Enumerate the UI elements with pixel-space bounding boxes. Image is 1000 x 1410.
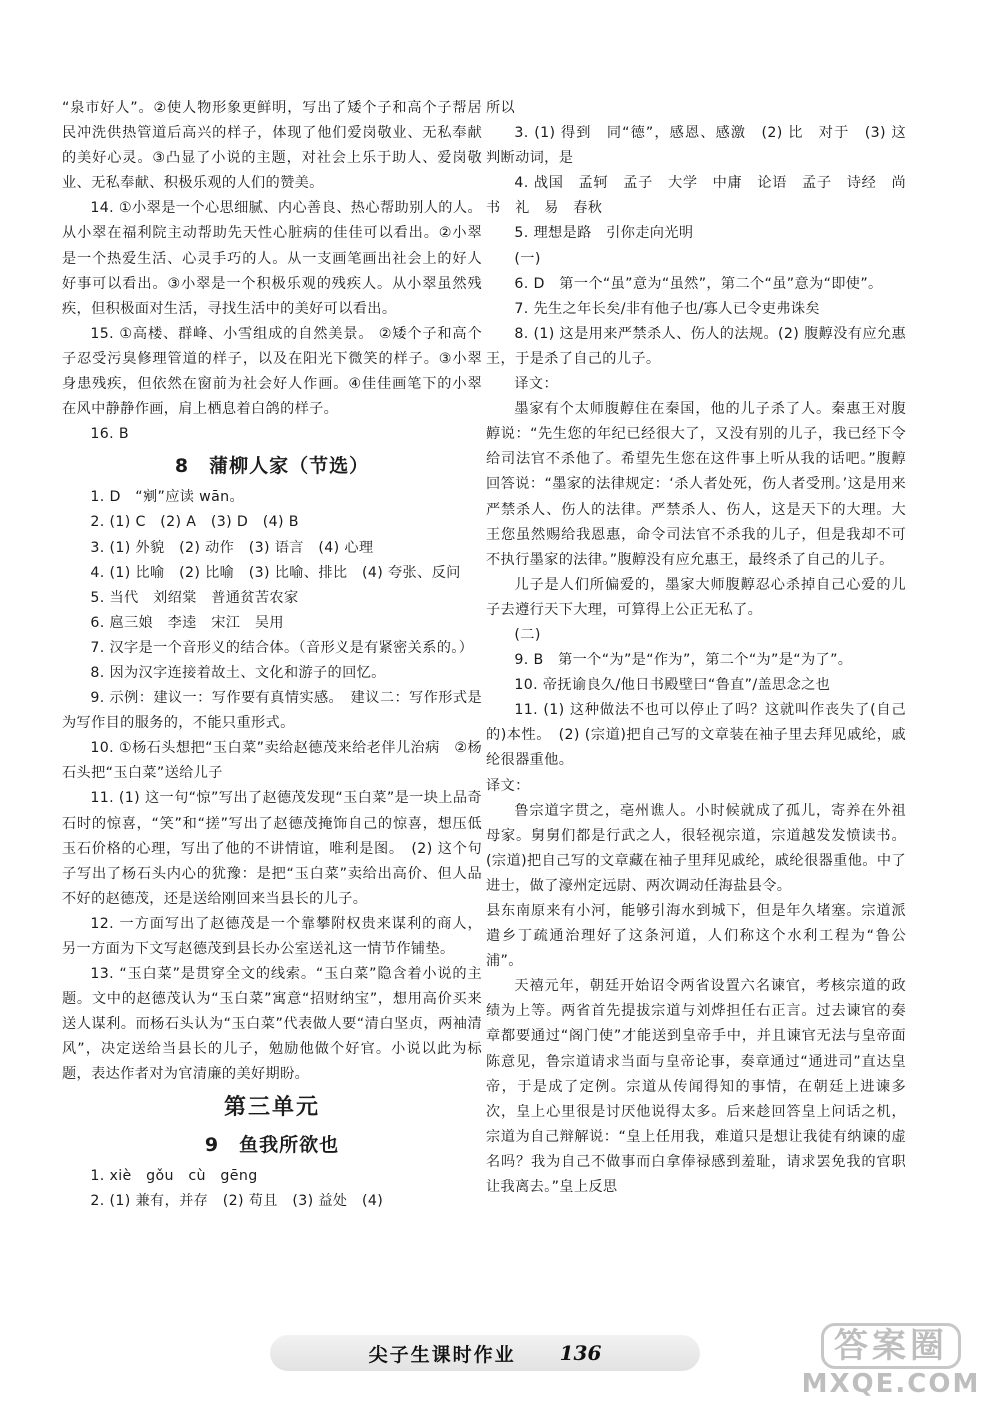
section-8-title: 8 蒲柳人家（节选） — [174, 455, 370, 478]
section-9-answers — [62, 1164, 482, 1214]
watermark-logo — [796, 1318, 986, 1404]
answer-paragraph: 7. 先生之年长矣/非有他子也/寡人已令吏弗诛矣 — [514, 300, 820, 317]
answer-paragraph: 8. 因为汉字连接着故土、文化和游子的回忆。 — [90, 664, 386, 681]
unit-3-title: 第三单元 — [223, 1094, 320, 1120]
watermark-mark: 答案圈 — [821, 1323, 961, 1369]
answer-paragraph: 鲁宗道字贯之，亳州谯人。小时候就成了孤儿，寄养在外祖母家。舅舅们都是行武之人，很轻视宗道，宗道越发发愤读书。(宗道)把自己写的文章藏在袖子里拜见戚纶，戚纶很器重他。中了进士，做了濠州定远尉、两次调动任海盐县令。 — [486, 802, 906, 894]
answer-paragraph: 4. (1) 比喻 (2) 比喻 (3) 比喻、排比 (4) 夸张、反问 — [90, 564, 461, 581]
answer-paragraph: 译文： — [514, 376, 559, 393]
answer-paragraph: 13. “玉白菜”是贯穿全文的线索。“玉白菜”隐含着小说的主题。文中的赵德茂认为“玉白菜”寓意“招财纳宝”，想用高价买来送人谋利。而杨石头认为“玉白菜”代表做人要“清白坚贞，两袖清风”，决定送给当县长的儿子，勉励他做个好官。小说以此为标题，表达作者对为官清廉的美好期盼。 — [62, 966, 482, 1083]
answer-paragraph: 3. (1) 外貌 (2) 动作 (3) 语言 (4) 心理 — [90, 539, 374, 556]
page-number: 136 — [559, 1341, 602, 1365]
answer-paragraph: 10. ①杨石头想把“玉白菜”卖给赵德茂来给老伴儿治病 ②杨石头把“玉白菜”送给儿子 — [62, 740, 482, 782]
answer-paragraph: 2. (1) C (2) A (3) D (4) B — [90, 514, 299, 531]
right-column — [486, 96, 921, 1200]
answer-paragraph: 2. (1) 兼有，并存 (2) 苟且 (3) 益处 (4) — [90, 1192, 384, 1209]
answer-paragraph: 6. 扈三娘 李逵 宋江 吴用 — [90, 614, 284, 631]
section-9-title: 9 鱼我所欲也 — [204, 1133, 340, 1156]
answer-paragraph: 8. (1) 这是用来严禁杀人、伤人的法规。(2) 腹䵍没有应允惠王，于是杀了自己的儿子。 — [486, 325, 906, 367]
answer-paragraph: “泉市好人”。②使人物形象更鲜明，写出了矮个子和高个子帮居民冲洗供热管道后高兴的样子，体现了他们爱岗敬业、无私奉献的美好心灵。③凸显了小说的主题，对社会上乐于助人、爱岗敬业、无私奉献、积极乐观的人们的赞美。 — [62, 100, 482, 192]
page-footer — [270, 1335, 700, 1371]
answer-paragraph: 县东南原来有小河，能够引海水到城下，但是年久堵塞。宗道派遣乡丁疏通治理好了这条河道，人们称这个水利工程为“鲁公浦”。 — [486, 903, 906, 970]
answer-paragraph: 5. 理想是路 引你走向光明 — [514, 225, 694, 242]
answer-paragraph: 11. (1) 这一句“惊”写出了赵德茂发现“玉白菜”是一块上品奇石时的惊喜，“笑”和“搓”写出了赵德茂掩饰自己的惊喜，想压低玉石价格的心理，写出了他的不讲情谊，唯利是图。 (2) 这个句子写出了杨石头内心的犹豫：是把“玉白菜”卖给出高价、但人品不好的赵德茂，还是送给刚回来当县长的儿子。 — [62, 790, 482, 907]
section-8-answers — [62, 485, 482, 1087]
answer-paragraph: 7. 汉字是一个音形义的结合体。（音形义是有紧密关系的。） — [90, 639, 474, 656]
footer-book-title: 尖子生课时作业 — [368, 1343, 516, 1366]
right-answers-block — [486, 96, 921, 1200]
answer-paragraph: 儿子是人们所偏爱的，墨家大师腹䵍忍心杀掉自己心爱的儿子去遵行天下大理，可算得上公正无私了。 — [486, 576, 906, 618]
answer-paragraph: (一) — [514, 250, 541, 267]
answer-paragraph: 6. D 第一个“虽”意为“虽然”，第二个“虽”意为“即使”。 — [514, 275, 883, 292]
watermark-url: MXQE.COM — [801, 1369, 981, 1399]
left-column — [62, 96, 482, 1214]
answer-paragraph: 16. B — [90, 426, 129, 443]
answer-paragraph: 12. 一方面写出了赵德茂是一个靠攀附权贵来谋利的商人，另一方面为下文写赵德茂到县长办公室送礼这一情节作铺垫。 — [62, 915, 482, 957]
answer-paragraph: 译文： — [486, 777, 530, 794]
answer-paragraph: 9. B 第一个“为”是“作为”，第二个“为”是“为了”。 — [514, 652, 853, 669]
answer-paragraph: 墨家有个太师腹䵍住在秦国，他的儿子杀了人。秦惠王对腹䵍说：“先生您的年纪已经很大了，又没有别的儿子，我已经下令给司法官不杀他了。希望先生您在这件事上听从我的话吧。”腹䵍回答说：“墨家的法律规定：‘杀人者处死，伤人者受刑。’这是用来严禁杀人、伤人的法律。严禁杀人、伤人，这是天下的大理。大王您虽然赐给我恩惠，命令司法官不杀我的儿子，但是我却不可不执行墨家的法律。”腹䵍没有应允惠王，最终杀了自己的儿子。 — [486, 401, 906, 568]
answer-paragraph: 15. ①高楼、群峰、小雪组成的自然美景。 ②矮个子和高个子忍受污臭修理管道的样子，以及在阳光下微笑的样子。③小翠身患残疾，但依然在窗前为社会好人作画。④佳佳画笔下的小翠在风中静静作画，肩上栖息着白鸽的样子。 — [62, 325, 482, 418]
answer-paragraph: 所以 — [486, 100, 516, 116]
answer-paragraph: 5. 当代 刘绍棠 普通贫苦农家 — [90, 589, 299, 606]
answer-paragraph: 天禧元年，朝廷开始诏令两省设置六名谏官，考核宗道的政绩为上等。两省首先提拔宗道与刘烨担任右正言。过去谏官的奏章都要通过“阁门使”才能送到皇帝手中，并且谏官无法与皇帝面陈意见，鲁宗道请求当面与皇帝论事，奏章通过“通进司”直达皇帝，于是成了定例。宗道从传闻得知的事情，在朝廷上进谏多次，皇上心里很是讨厌他说得太多。后来趁回答皇上问话之机，宗道为自己辩解说：“皇上任用我，难道只是想让我徒有纳谏的虚名吗？我为自己不做事而白拿俸禄感到羞耻，请求罢免我的官职让我离去。”皇上反思 — [486, 978, 906, 1196]
answer-paragraph: 11. (1) 这种做法不也可以停止了吗？这就叫作丧失了(自己的)本性。 (2) (宗道)把自己写的文章装在袖子里去拜见戚纶，戚纶很器重他。 — [486, 702, 906, 769]
answer-paragraph: 9. 示例：建议一：写作要有真情实感。 建议二：写作形式是为写作目的服务的，不能只重形式。 — [62, 690, 482, 732]
answer-paragraph: (二) — [514, 626, 541, 643]
answer-paragraph: 1. D “剜”应读 wān。 — [90, 489, 245, 506]
answer-paragraph: 14. ①小翠是一个心思细腻、内心善良、热心帮助别人的人。从小翠在福利院主动帮助先天性心脏病的佳佳可以看出。②小翠是一个热爱生活、心灵手巧的人。从一支画笔画出社会上的好人好事可以看出。③小翠是一个积极乐观的残疾人。从小翠虽然残疾，但积极面对生活，寻找生活中的美好可以看出。 — [62, 200, 482, 317]
answer-paragraph: 10. 帝抚谕良久/他日书殿壁曰“鲁直”/盖思念之也 — [514, 677, 831, 694]
answer-paragraph: 3. (1) 得到 同“德”，感恩、感激 (2) 比 对于 (3) 这 判断动词，是 — [486, 125, 921, 167]
left-answers-block — [62, 96, 482, 447]
answer-paragraph: 1. xiè gǒu cù gēng — [90, 1167, 258, 1184]
answer-paragraph: 4. 战国 孟轲 孟子 大学 中庸 论语 孟子 诗经 尚书 礼 易 春秋 — [486, 175, 906, 217]
